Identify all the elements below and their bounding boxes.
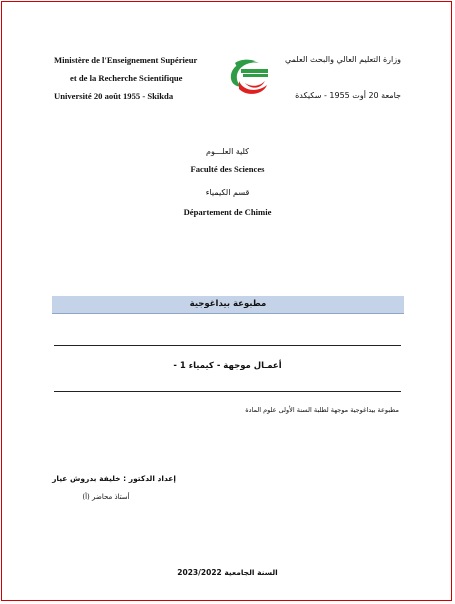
department-fr: Département de Chimie — [183, 207, 272, 217]
department-ar: قسم الكيمياء — [205, 188, 250, 197]
faculty-ar: كلية العلـــوم — [206, 147, 249, 156]
audience-note: مطبوعة بيداغوجية موجهة لطلبة السنة الأولى علوم المادة — [245, 406, 399, 414]
fr-ministry-line-2: et de la Recherche Scientifique — [70, 73, 183, 83]
university-logo — [227, 57, 273, 97]
author-name: إعداد الدكتور : خليفة بدروش عيار — [52, 474, 176, 483]
fr-university-line: Université 20 août 1955 - Skikda — [54, 91, 174, 101]
title-rule-bottom — [54, 391, 401, 392]
ar-ministry-line: وزارة التعليم العالي والبحث العلمي — [285, 55, 401, 64]
title-rule-top — [54, 345, 401, 346]
academic-year: السنة الجامعية 2023/2022 — [177, 568, 278, 577]
course-title: أعمـال موجهة - كيمياء 1 - — [173, 361, 282, 371]
doc-type-label: مطبوعة بيداغوجية — [189, 299, 267, 309]
faculty-fr: Faculté des Sciences — [190, 164, 265, 174]
ar-university-line: جامعة 20 أوت 1955 - سكيكدة — [295, 91, 401, 100]
fr-ministry-line-1: Ministère de l'Enseignement Supérieur — [54, 55, 198, 65]
doc-type-banner — [52, 296, 404, 314]
author-rank: أستاذ محاضر (أ) — [82, 493, 130, 501]
